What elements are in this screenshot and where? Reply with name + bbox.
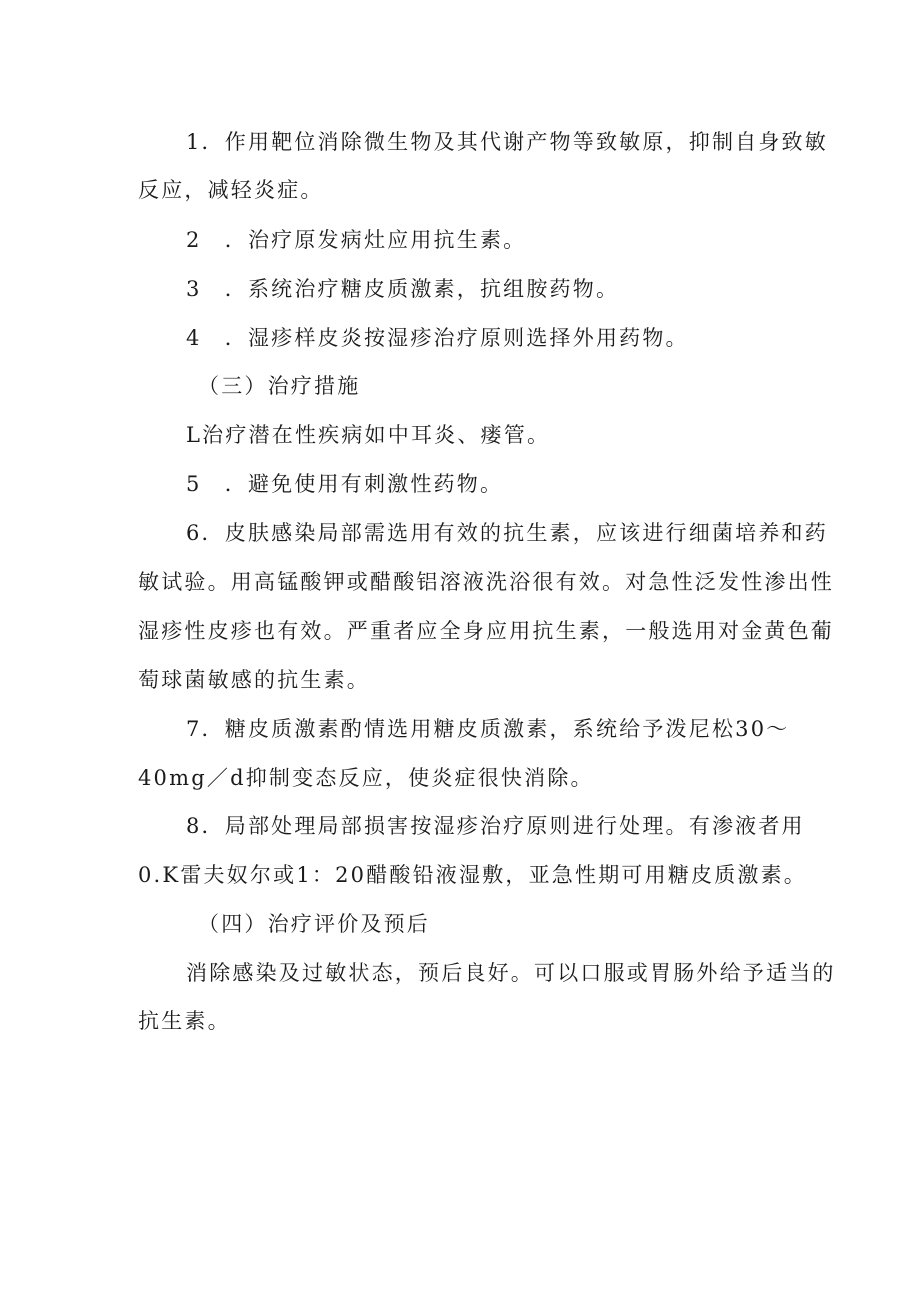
paragraph-6-line-4: 萄球菌敏感的抗生素。 [138, 668, 370, 692]
paragraph-6-line-2: 敏试验。用高锰酸钾或醋酸铝溶液洗浴很有效。对急性泛发性渗出性 [138, 570, 834, 594]
paragraph-6-line-1: 6．皮肤感染局部需选用有效的抗生素，应该进行细菌培养和药 [186, 521, 828, 545]
paragraph-1-line-1: 1．作用靶位消除微生物及其代谢产物等致敏原，抑制自身致敏 [186, 130, 828, 154]
paragraph-2: 2 ．治疗原发病灶应用抗生素。 [186, 228, 527, 252]
paragraph-8-line-1: 8．局部处理局部损害按湿疹治疗原则进行处理。有渗液者用 [186, 814, 805, 838]
paragraph-3: 3 ．系统治疗糖皮质激素，抗组胺药物。 [186, 277, 620, 301]
paragraph-8-line-2: 0.K雷夫奴尔或1：20醋酸铅液湿敷，亚急性期可用糖皮质激素。 [138, 863, 808, 887]
paragraph-l: L治疗潜在性疾病如中耳炎、瘘管。 [186, 423, 551, 447]
paragraph-7-line-1: 7．糖皮质激素酌情选用糖皮质激素，系统给予泼尼松30～ [186, 717, 790, 741]
paragraph-prognosis-line-1: 消除感染及过敏状态，预后良好。可以口服或胃肠外给予适当的 [186, 961, 836, 985]
paragraph-1-line-2: 反应，减轻炎症。 [138, 178, 324, 202]
paragraph-4: 4 ．湿疹样皮炎按湿疹治疗原则选择外用药物。 [186, 326, 689, 350]
section-heading-4: （四）治疗评价及预后 [198, 912, 430, 936]
paragraph-5: 5 ．避免使用有刺激性药物。 [186, 472, 504, 496]
paragraph-6-line-3: 湿疹性皮疹也有效。严重者应全身应用抗生素，一般选用对金黄色葡 [138, 619, 834, 643]
paragraph-prognosis-line-2: 抗生素。 [138, 1009, 231, 1033]
paragraph-7-line-2: 40mg／d抑制变态反应，使炎症很快消除。 [138, 766, 594, 790]
section-heading-3: （三）治疗措施 [198, 374, 361, 398]
